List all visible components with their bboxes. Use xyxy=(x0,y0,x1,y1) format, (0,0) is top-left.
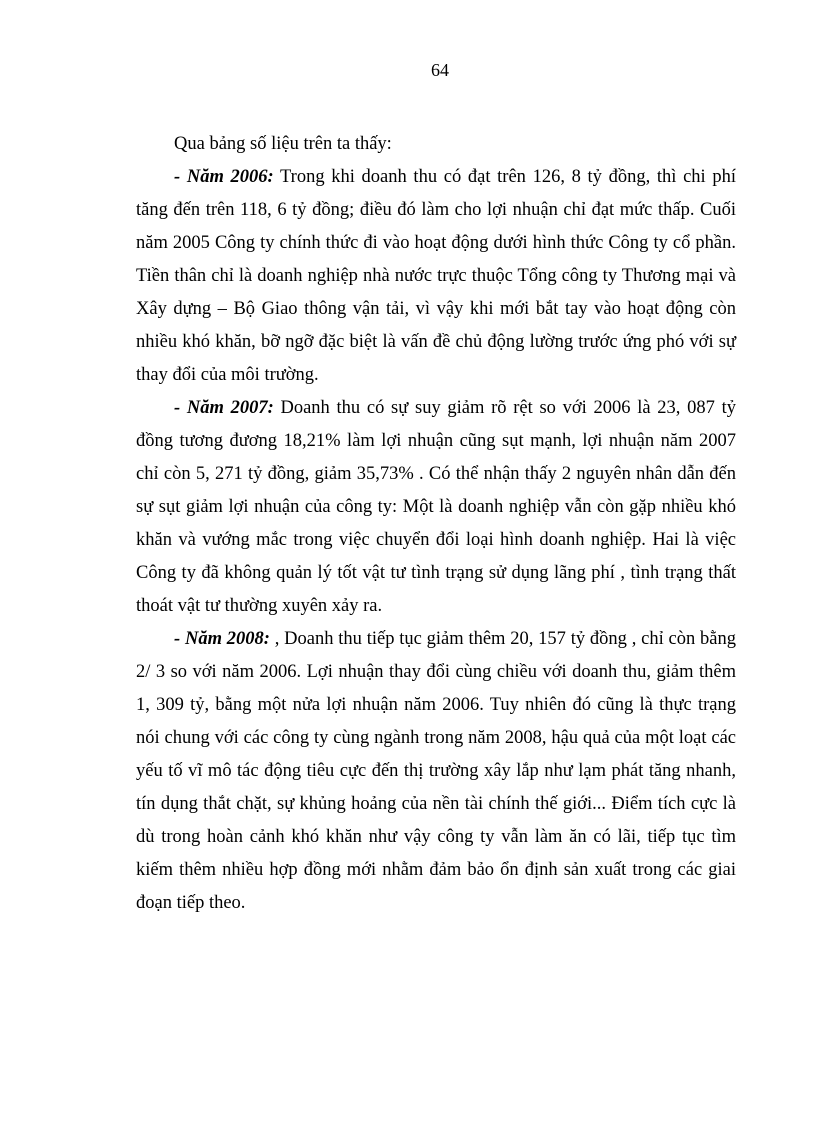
paragraph-lead: - Năm 2007: xyxy=(174,398,274,418)
paragraph-text: Doanh thu có sự suy giảm rõ rệt so với 2006 là 23, 087 tỷ đồng tương đương 18,21% làm lợi nhuận cũng sụt mạnh, lợi nhuận năm 2007 chỉ còn 5, 271 tỷ đồng, giảm 35,73% . Có thể nhận thấy 2 nguyên nhân dẫn đến sự sụt giảm lợi nhuận của công ty: Một là doanh nghiệp vẫn còn gặp nhiều khó khăn và vướng mắc trong việc chuyển đổi loại hình doanh nghiệp. Hai là việc Công ty đã không quản lý tốt vật tư tình trạng sử dụng lãng phí , tình trạng thất thoát vật tư thường xuyên xảy ra. xyxy=(136,398,737,616)
paragraph-text: , Doanh thu tiếp tục giảm thêm 20, 157 tỷ đồng , chỉ còn bằng 2/ 3 so với năm 2006. Lợi nhuận thay đổi cùng chiều với doanh thu, giảm thêm 1, 309 tỷ, bằng một nửa lợi nhuận năm 2006. Tuy nhiên đó cũng là thực trạng nói chung với các công ty cùng ngành trong năm 2008, hậu quả của một loạt các yếu tố vĩ mô tác động tiêu cực đến thị trường xây lắp như lạm phát tăng nhanh, tín dụng thắt chặt, sự khủng hoảng của nền tài chính thế giới... Điểm tích cực là dù trong hoàn cảnh khó khăn như vậy công ty vẫn làm ăn có lãi, tiếp tục tìm kiếm thêm nhiều hợp đồng mới nhằm đảm bảo ổn định sản xuất trong các giai đoạn tiếp theo. xyxy=(136,629,736,913)
page-number: 64 xyxy=(431,60,449,80)
paragraph-text: Trong khi doanh thu có đạt trên 126, 8 tỷ đồng, thì chi phí tăng đến trên 118, 6 tỷ đồng; điều đó làm cho lợi nhuận chỉ đạt mức thấp. Cuối năm 2005 Công ty chính thức đi vào hoạt động dưới hình thức Công ty cổ phần. Tiền thân chỉ là doanh nghiệp nhà nước trực thuộc Tổng công ty Thương mại và Xây dựng – Bộ Giao thông vận tải, vì vậy khi mới bắt tay vào hoạt động còn nhiều khó khăn, bỡ ngỡ đặc biệt là vấn đề chủ động lường trước ứng phó với sự thay đổi của môi trường. xyxy=(136,167,737,385)
paragraph-2008 xyxy=(136,623,736,920)
body-text xyxy=(136,128,736,920)
paragraph-lead: - Năm 2008: xyxy=(174,629,270,649)
intro-paragraph: Qua bảng số liệu trên ta thấy: xyxy=(174,134,392,154)
paragraph-2007 xyxy=(136,392,736,623)
paragraph-2006 xyxy=(136,161,736,392)
paragraph-lead: - Năm 2006: xyxy=(174,167,274,187)
